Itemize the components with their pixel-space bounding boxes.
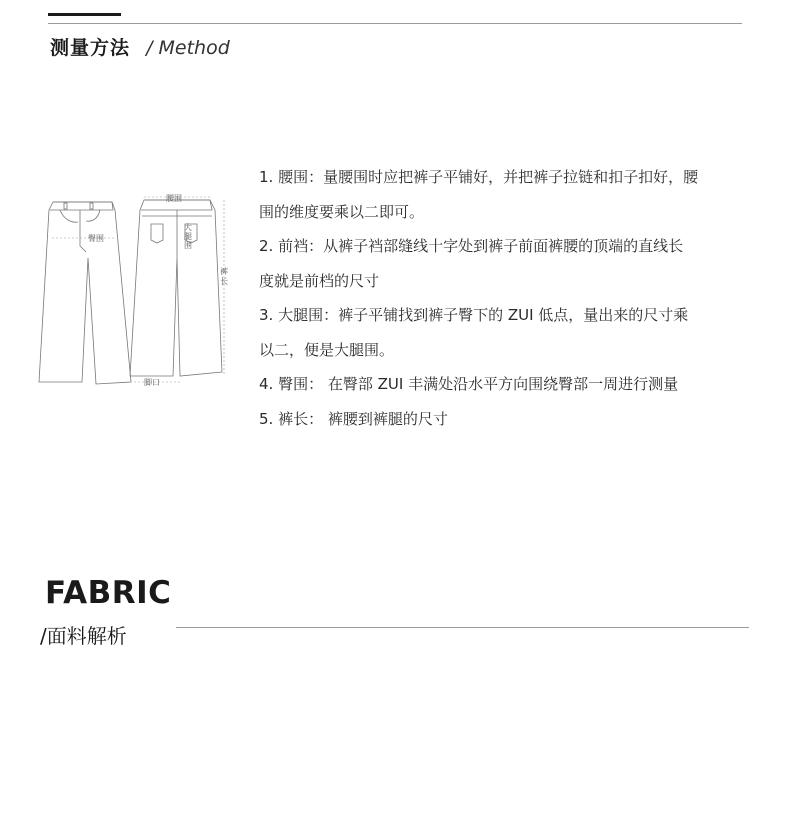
method-title-zh: 测量方法	[50, 37, 131, 59]
step-line: 4. 臀围： 在臀部 ZUI 丰满处沿水平方向围绕臀部一周进行测量	[259, 375, 679, 393]
step-line: 2. 前裆：从裤子裆部缝线十字处到裤子前面裤腰的顶端的直线长	[259, 237, 684, 255]
top-accent-bar	[48, 13, 121, 16]
waist-label: 腰围	[166, 194, 182, 203]
length-label-1: 裤	[220, 267, 228, 276]
thigh-label-1: 大	[184, 223, 192, 232]
step-line: 度就是前档的尺寸	[259, 271, 380, 290]
length-label-2: 长	[220, 277, 228, 286]
step-line: 5. 裤长： 裤腰到裤腿的尺寸	[259, 409, 448, 428]
fabric-divider	[176, 627, 749, 628]
pants-measurement-diagram	[34, 186, 244, 392]
fabric-title: FABRIC	[45, 575, 172, 611]
step-line: 1. 腰围：量腰围时应把裤子平铺好，并把裤子拉链和扣子扣好，腰	[259, 168, 699, 186]
pants-front-view	[39, 202, 131, 384]
step-line: 3. 大腿围：裤子平铺找到裤子臀下的 ZUI 低点，量出来的尺寸乘	[259, 306, 689, 324]
step-line: 围的维度要乘以二即可。	[259, 202, 425, 221]
pants-back-view	[130, 200, 222, 376]
hip-label: 臀围	[88, 234, 104, 243]
thigh-label-3: 围	[184, 241, 192, 250]
top-divider	[48, 23, 742, 24]
fabric-subtitle: /面料解析	[40, 624, 127, 648]
measurement-steps	[259, 160, 764, 436]
method-title-en: / Method	[146, 37, 230, 59]
thigh-label-2: 腿	[184, 232, 192, 241]
step-line: 以二，便是大腿围。	[259, 340, 395, 359]
method-heading	[50, 33, 230, 60]
hem-label: 脚口	[144, 378, 160, 387]
